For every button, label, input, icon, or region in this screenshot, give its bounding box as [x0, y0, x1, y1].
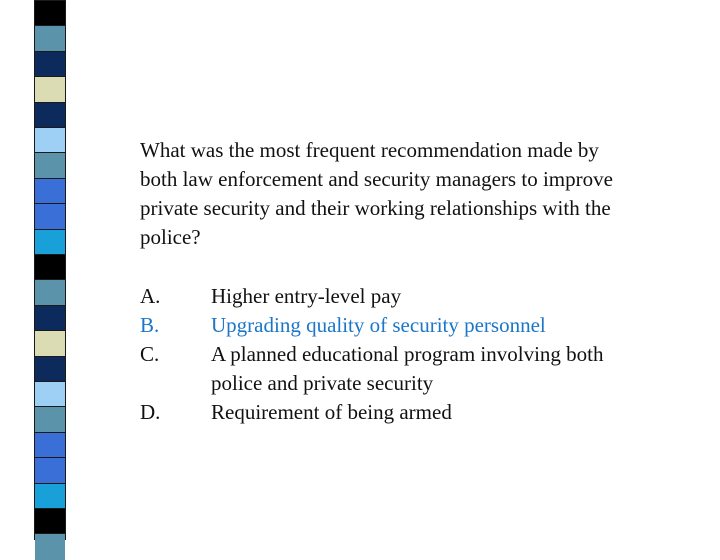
stripe-block	[35, 0, 65, 26]
stripe-block	[35, 254, 65, 280]
stripe-block	[35, 432, 65, 458]
stripe-block	[35, 51, 65, 77]
stripe-block	[35, 102, 65, 128]
answer-item-b	[140, 311, 640, 340]
stripe-block	[35, 508, 65, 534]
question-text: What was the most frequent recommendation made by both law enforcement and security managers to improve private security and their working relationships with the police?	[140, 138, 613, 249]
stripe-block	[35, 356, 65, 382]
stripe-block	[35, 127, 65, 153]
answer-letter: C.	[140, 342, 160, 366]
stripe-block	[35, 178, 65, 204]
stripe-block	[35, 483, 65, 509]
answer-text: Requirement of being armed	[211, 400, 452, 424]
stripe-block	[35, 381, 65, 407]
stripe-block	[35, 533, 65, 559]
stripe-block	[35, 25, 65, 51]
answer-letter: B.	[140, 313, 160, 337]
answer-letter: D.	[140, 400, 161, 424]
answer-text: Upgrading quality of security personnel	[211, 313, 546, 337]
stripe-block	[35, 330, 65, 356]
stripe-block	[35, 305, 65, 331]
answer-item-c	[140, 340, 640, 398]
answer-text: Higher entry-level pay	[211, 284, 402, 308]
stripe-block	[35, 76, 65, 102]
answer-item-a	[140, 282, 640, 311]
decorative-stripe	[34, 0, 66, 540]
answer-list	[140, 282, 640, 427]
stripe-block	[35, 406, 65, 432]
stripe-block	[35, 279, 65, 305]
stripe-block	[35, 457, 65, 483]
stripe-block	[35, 152, 65, 178]
answer-text: A planned educational program involving both police and private security	[211, 342, 604, 395]
stripe-block	[35, 229, 65, 255]
answer-item-d	[140, 398, 640, 427]
stripe-block	[35, 203, 65, 229]
answer-letter: A.	[140, 284, 161, 308]
